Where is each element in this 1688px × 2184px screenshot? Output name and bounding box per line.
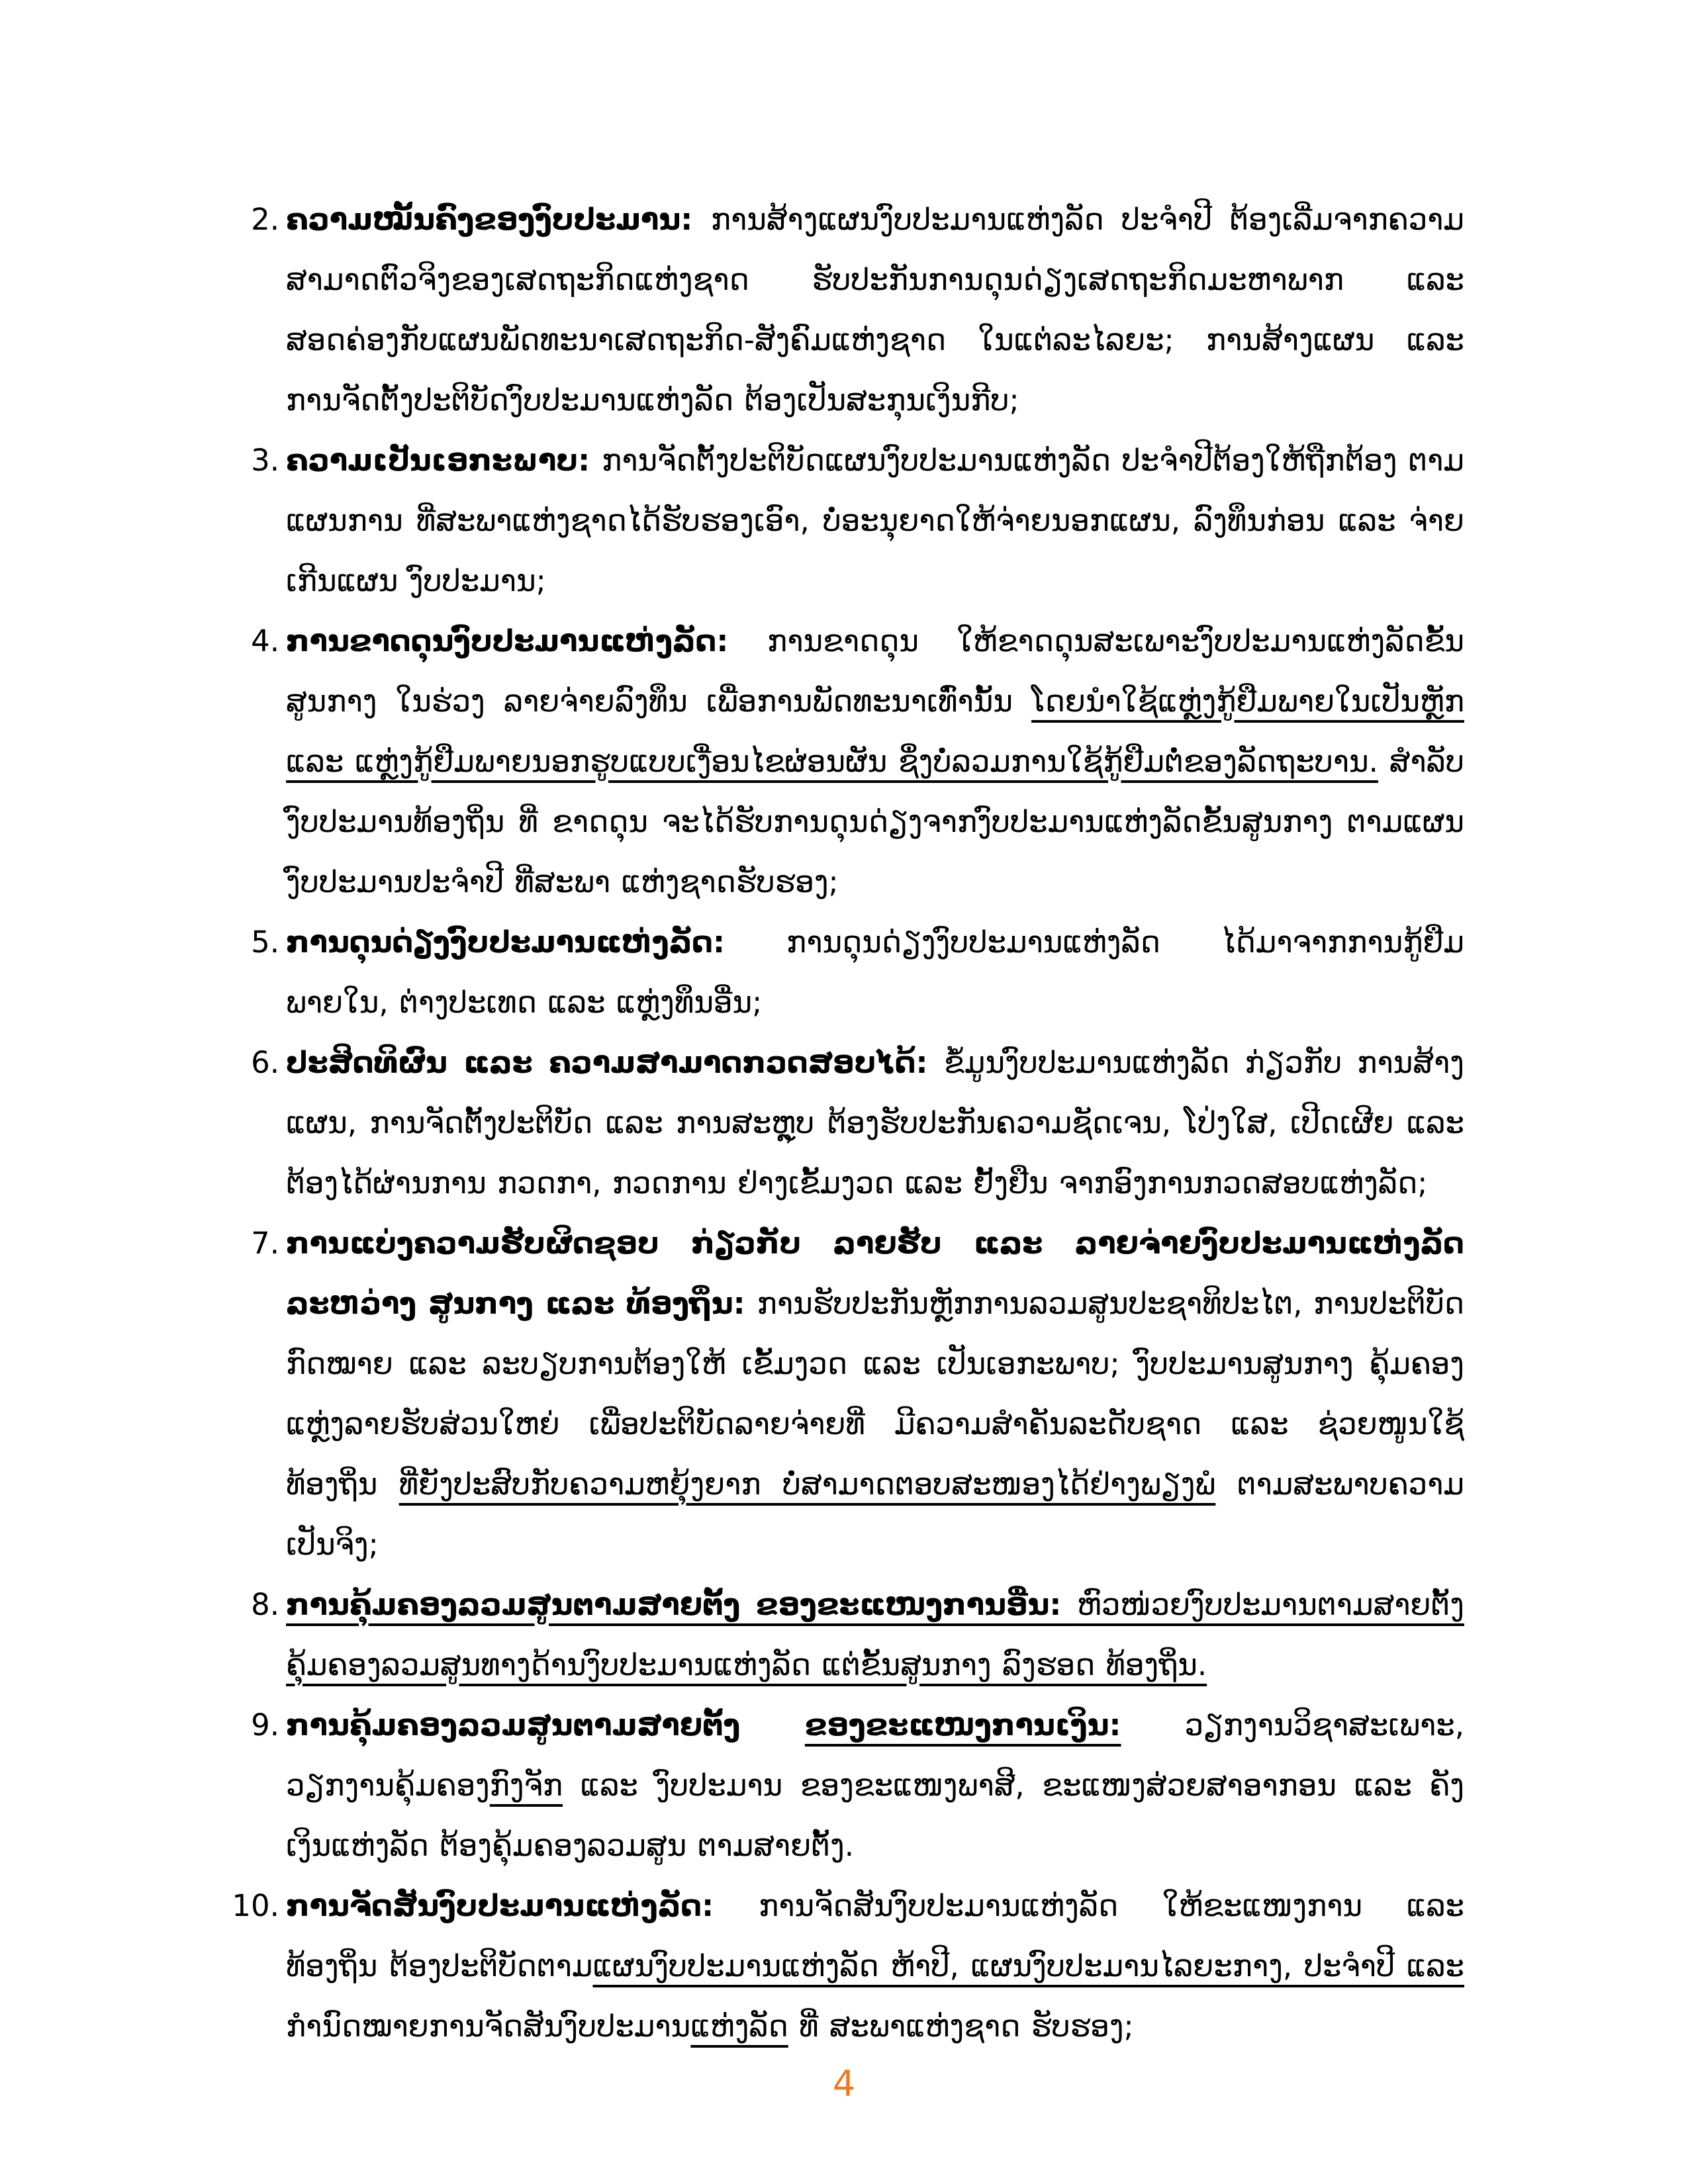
list-item-number: 7. xyxy=(251,1226,279,1261)
list-item-text xyxy=(286,189,1464,430)
text-run: ວຽກງານວິຊາສະເພາະ, ວຽກງານຄຸ້ມຄອງ xyxy=(286,1707,1464,1803)
list-item-text xyxy=(286,611,1464,912)
text-run: ການຮັບປະກັນຫຼັກການລວມສູນປະຊາທິປະໄຕ, ການປະຕິບັດກົດໝາຍ ແລະ ລະບຽບການຕ້ອງໃຫ້ ເຂັ້ມງວດ ແລະ ເປັນເອກະພາບ; ງົບປະມານສູນກາງ ຄຸ້ມຄອງແຫຼ່ງລາຍຮັບສ່ວນໃຫຍ່ ເພື່ອປະຕິບັດລາຍຈ່າຍທີ່ ມີຄວາມສຳຄັນລະດັບຊາດ ແລະ ຊ່ວຍໜູນໃຊ້ທ້ອງຖິ່ນ xyxy=(286,1286,1465,1502)
text-run: ຕາມສະພາບຄວາມເປັນຈິງ; xyxy=(286,1467,1464,1562)
numbered-list xyxy=(232,189,1464,2056)
text-run: ຄວາມເປັນເອກະພາບ: xyxy=(286,443,602,478)
list-item-number: 3. xyxy=(251,443,279,478)
text-run: ກຳນົດໝາຍການຈັດສັນງົບປະມານ xyxy=(286,2009,691,2044)
list-item xyxy=(232,430,1464,611)
list-item-text xyxy=(286,1695,1464,1876)
list-item-number: 9. xyxy=(251,1707,279,1743)
page-number: 4 xyxy=(832,2063,856,2105)
list-item-text xyxy=(286,912,1464,1032)
list-item xyxy=(232,1032,1464,1213)
list-item-text xyxy=(286,1876,1464,2056)
text-run: ກົງຈັກ xyxy=(489,1768,563,1803)
text-run: ການຂາດດຸນ ໃຫ້ຂາດດຸນສະເພາະງົບປະມານແຫ່ງລັດຂັ້ນສູນກາງ ໃນຮ່ວງ ລາຍຈ່າຍລົງທຶນ ເພື່ອການພັດທະນາເທົ່ານັ້ນ xyxy=(286,623,1464,719)
text-run: ການແບ່ງຄວາມຮັບຜິດຊອບ ກ່ຽວກັບ ລາຍຮັບ ແລະ ລາຍຈ່າຍງົບປະມານແຫ່ງລັດ ລະຫວ່າງ ສູນກາງ ແລະ ທ້ອງຖິ່ນ: xyxy=(286,1226,1464,1321)
text-run: ການຂາດດຸນງົບປະມານແຫ່ງລັດ: xyxy=(286,623,768,659)
list-item-text xyxy=(286,1032,1464,1213)
list-item-number: 2. xyxy=(251,202,279,237)
text-run: ການດຸນດ່ຽງງົບປະມານແຫ່ງລັດ ໄດ້ມາຈາກການກູ້ຢືມ ພາຍໃນ, ຕ່າງປະເທດ ແລະ ແຫຼ່ງທຶນອື່ນ; xyxy=(286,925,1465,1020)
list-item xyxy=(232,611,1464,912)
text-run: ການຈັດຕັ້ງປະຕິບັດແຜນງົບປະມານແຫ່ງລັດ ປະຈຳປີຕ້ອງໃຫ້ຖືກຕ້ອງ ຕາມແຜນການ ທີ່ສະພາແຫ່ງຊາດໄດ້ຮັບຮອງເອົາ, ບໍ່ອະນຸຍາດໃຫ້ຈ່າຍນອກແຜນ, ລົງທຶນກ່ອນ ແລະ ຈ່າຍເກີນແຜນ ງົບປະມານ; xyxy=(286,443,1464,598)
text-run: ການຄຸ້ມຄອງລວມສູນຕາມສາຍຕັ້ງ xyxy=(286,1707,805,1743)
text-run: ໂດຍນຳໃຊ້ແຫຼ່ງກູ້ຢືມພາຍໃນເປັນຫຼັກ ແລະ ແຫຼ່ງກູ້ຢືມພາຍນອກຮູບແບບເງື່ອນໄຂຜ່ອນຜັນ ຊຶ່ງບໍ່ລວມການໃຊ້ກູ້ຢືມຕໍ່ຂອງລັດຖະບານ. xyxy=(286,684,1464,779)
text-run: ແຫ່ງລັດ xyxy=(690,2009,788,2044)
text-run: ການຈັດສັນງົບປະມານແຫ່ງລັດ: xyxy=(286,1888,759,1923)
list-item-number: 6. xyxy=(251,1045,279,1080)
text-run: ທີ່ ສະພາແຫ່ງຊາດ ຮັບຮອງ; xyxy=(788,2009,1134,2044)
text-run: ການດຸນດ່ຽງງົບປະມານແຫ່ງລັດ: xyxy=(286,925,787,960)
text-run: ຂໍ້ມູນງົບປະມານແຫ່ງລັດ ກ່ຽວກັບ ການສ້າງແຜນ, ການຈັດຕັ້ງປະຕິບັດ ແລະ ການສະຫຼຸບ ຕ້ອງຮັບປະກັນຄວາມຊັດເຈນ, ໂປ່ງໃສ, ເປີດເຜີຍ ແລະ ຕ້ອງໄດ້ຜ່ານການ ກວດກາ, ກວດການ ຢ່າງເຂັ້ມງວດ ແລະ ຢັ້ງຢືນ ຈາກອົງການກວດສອບແຫ່ງລັດ; xyxy=(286,1045,1464,1201)
page-footer xyxy=(0,2063,1688,2105)
list-item-number: 8. xyxy=(251,1587,279,1622)
list-item-number: 4. xyxy=(251,623,279,659)
text-run: ທີ່ຍັງປະສົບກັບຄວາມຫຍຸ້ງຍາກ ບໍ່ສາມາດຕອບສະໜອງໄດ້ຢ່າງພຽງພໍ xyxy=(399,1467,1216,1502)
text-run: ການຄຸ້ມຄອງລວມສູນຕາມສາຍຕັ້ງ ຂອງຂະແໜງການອື່ນ: xyxy=(286,1587,1078,1622)
list-item xyxy=(232,189,1464,430)
list-item xyxy=(232,912,1464,1032)
text-run: ຫົວໜ່ວຍງົບປະມານຕາມສາຍຕັ້ງ ຄຸ້ມຄອງລວມສູນທາງດ້ານງົບປະມານແຫ່ງລັດ ແຕ່ຂັ້ນສູນກາງ ລົງຮອດ ທ້ອງຖິ່ນ. xyxy=(286,1587,1464,1682)
list-item-text xyxy=(286,1574,1464,1695)
list-item-number: 5. xyxy=(251,925,279,960)
text-run: ແຜນງົບປະມານແຫ່ງລັດ ຫ້າປີ, ແຜນງົບປະມານໄລຍະກາງ, ປະຈຳປີ ແລະ xyxy=(592,1948,1465,1983)
list-item xyxy=(232,1213,1464,1574)
text-run: ການສ້າງແຜນງົບປະມານແຫ່ງລັດ ປະຈຳປີ ຕ້ອງເລີ່ມຈາກຄວາມສາມາດຕົວຈິງຂອງເສດຖະກິດແຫ່ງຊາດ ຮັບປະກັນການດຸນດ່ຽງເສດຖະກິດມະຫາພາກ ແລະ ສອດຄ່ອງກັບແຜນພັດທະນາເສດຖະກິດ-ສັງຄົມແຫ່ງຊາດ ໃນແຕ່ລະໄລຍະ; ການສ້າງແຜນ ແລະ ການຈັດຕັ້ງປະຕິບັດງົບປະມານແຫ່ງລັດ ຕ້ອງເປັນສະກຸນເງິນກີບ; xyxy=(286,202,1465,418)
text-run: ຄວາມໝັ້ນຄົງຂອງງົບປະມານ: xyxy=(286,202,711,237)
text-run: ສຳລັບ ງົບປະມານທ້ອງຖິ່ນ ທີ່ ຂາດດຸນ ຈະໄດ້ຮັບການດຸນດ່ຽງຈາກງົບປະມານແຫ່ງລັດຂັ້ນສູນກາງ ຕາມແຜນງົບປະມານປະຈຳປີ ທີ່ສະພາ ແຫ່ງຊາດຮັບຮອງ; xyxy=(286,744,1464,899)
list-item-text xyxy=(286,1213,1464,1574)
list-item xyxy=(232,1876,1464,2056)
text-run: ປະສິດທິຜົນ ແລະ ຄວາມສາມາດກວດສອບໄດ້: xyxy=(286,1045,945,1080)
list-item-text xyxy=(286,430,1464,611)
text-run: ການຈັດສັນງົບປະມານແຫ່ງລັດ ໃຫ້ຂະແໜງການ ແລະ ທ້ອງຖິ່ນ ຕ້ອງປະຕິບັດຕາມ xyxy=(286,1888,1464,1983)
list-item xyxy=(232,1695,1464,1876)
text-run: ຂອງຂະແໜງການເງິນ: xyxy=(804,1707,1121,1743)
list-item-number: 10. xyxy=(232,1888,279,1923)
list-item xyxy=(232,1574,1464,1695)
text-run: ແລະ ງົບປະມານ ຂອງຂະແໜງພາສີ, ຂະແໜງສ່ວຍສາອາກອນ ແລະ ຄັງເງິນແຫ່ງລັດ ຕ້ອງຄຸ້ມຄອງລວມສູນ ຕາມສາຍຕັ້ງ. xyxy=(286,1768,1464,1863)
